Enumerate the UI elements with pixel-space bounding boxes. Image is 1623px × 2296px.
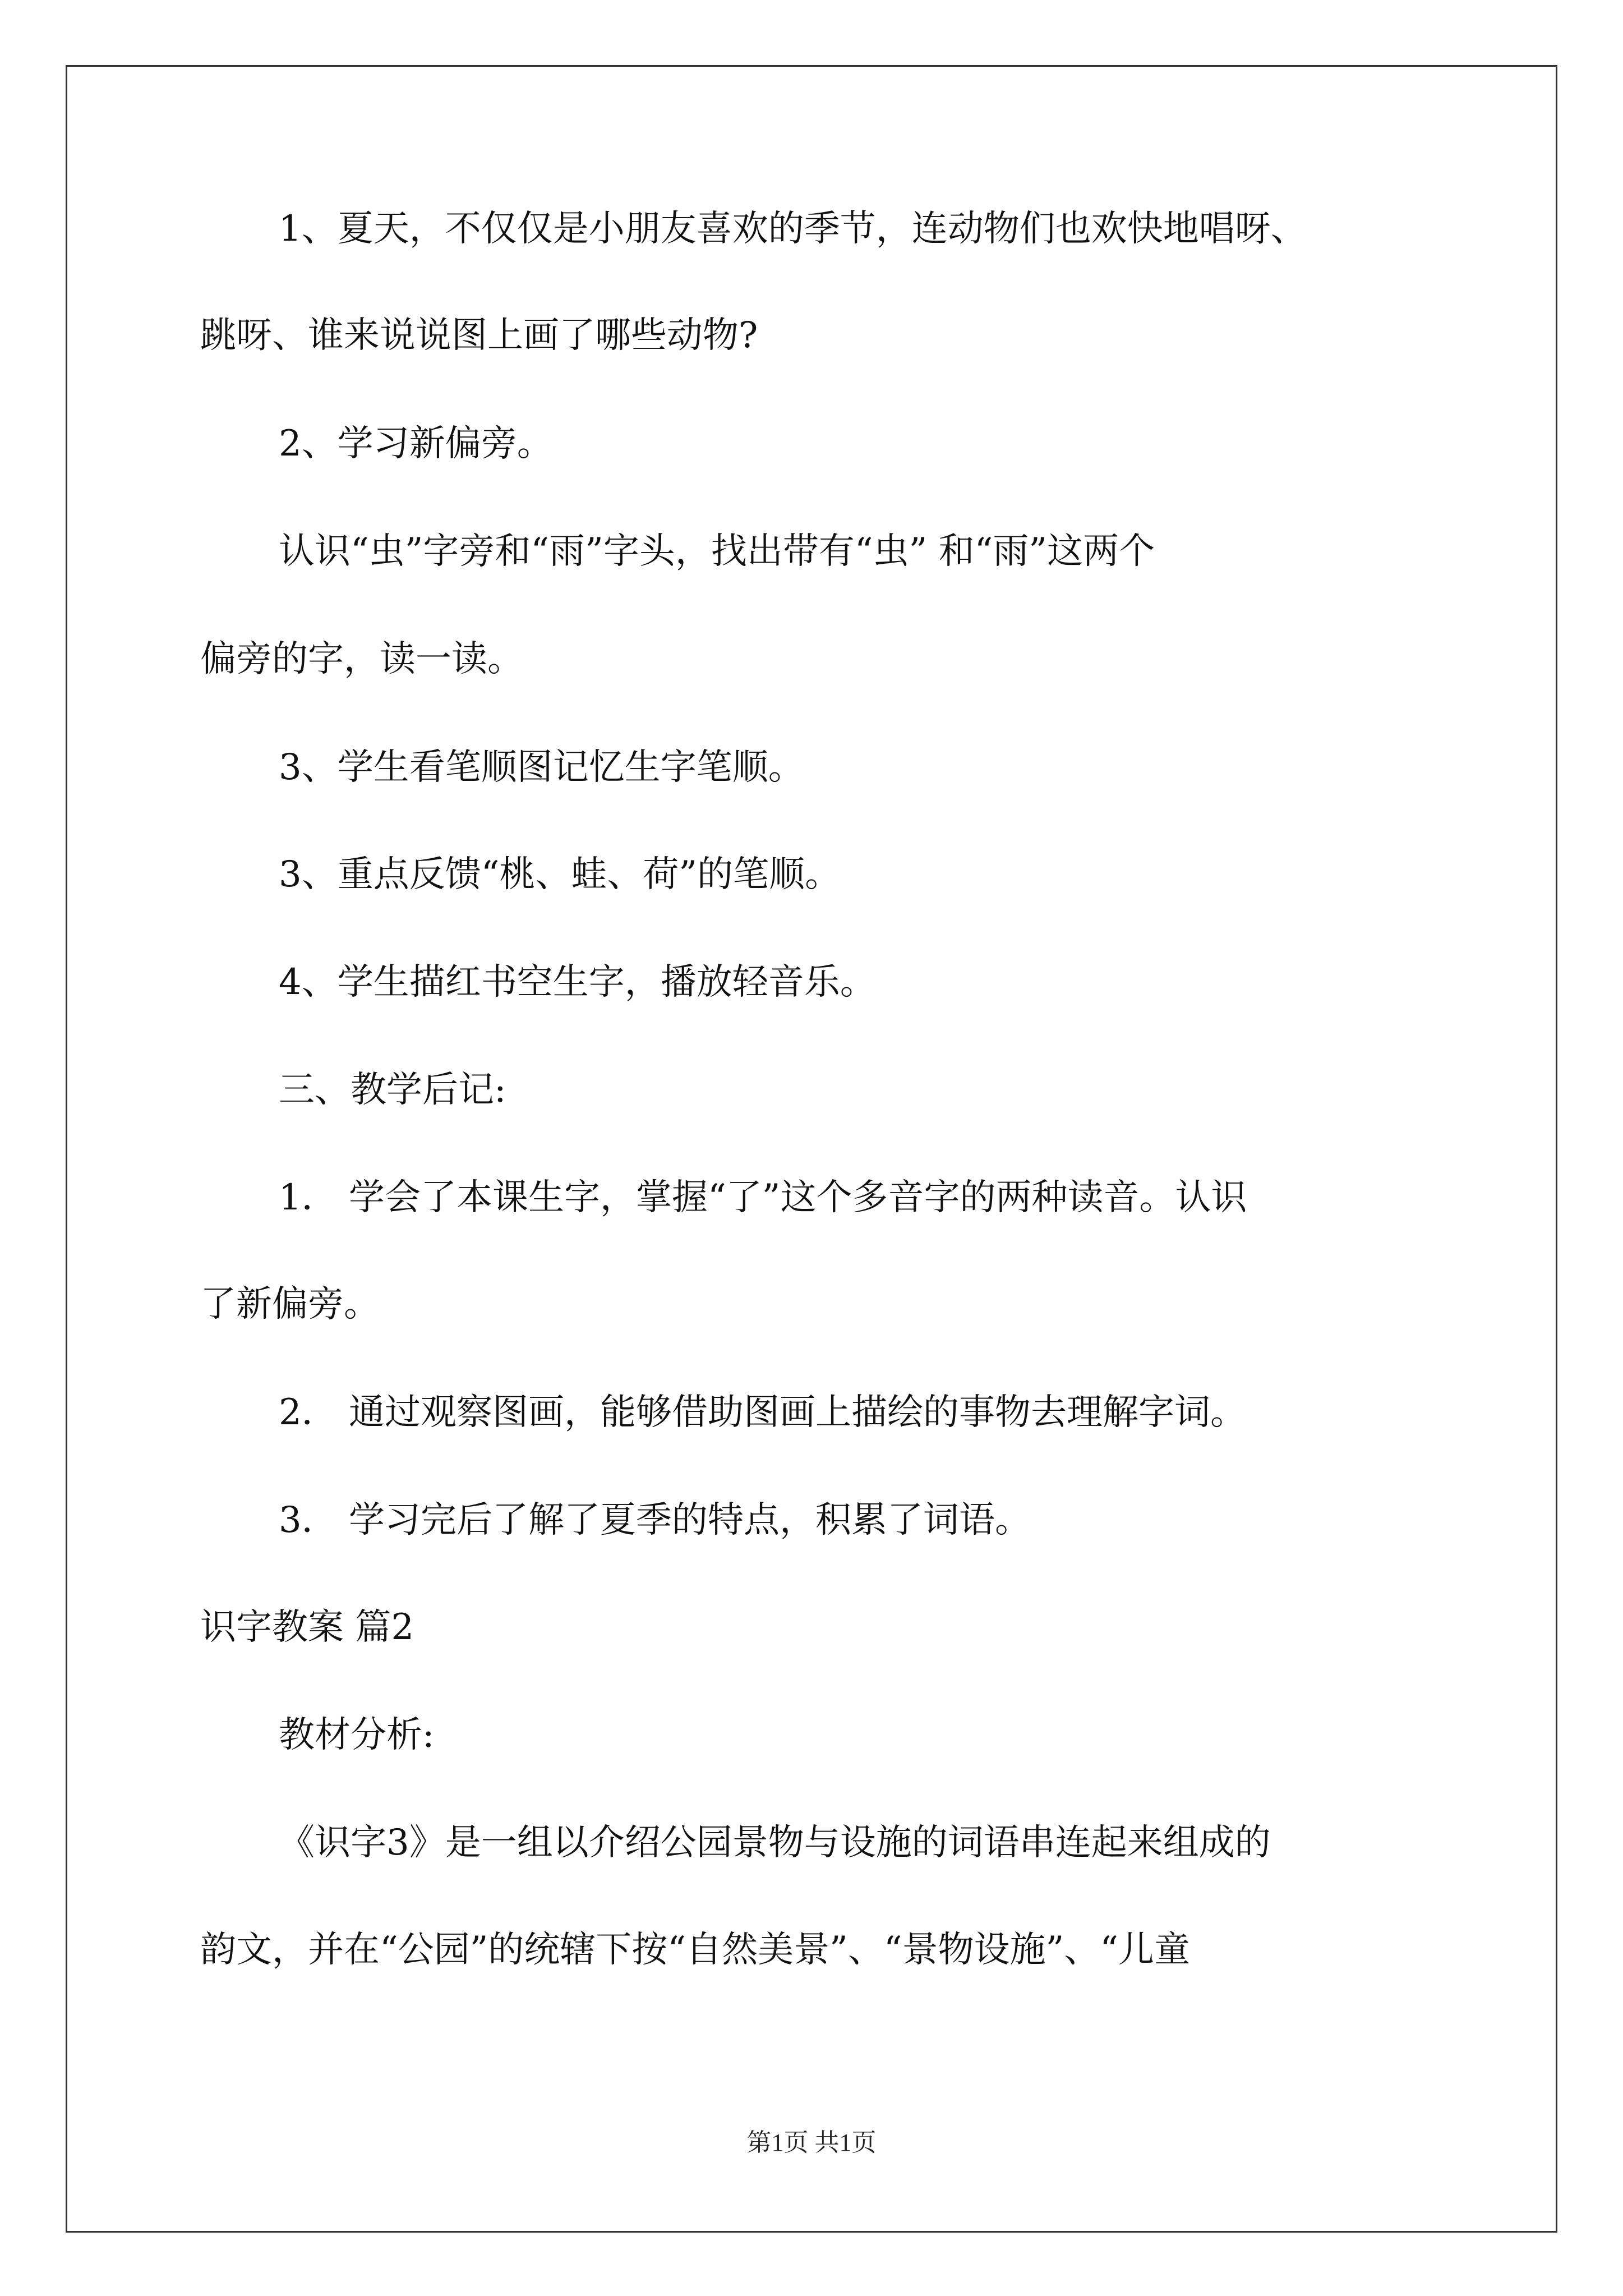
section-heading: 三、教学后记: xyxy=(279,1069,506,1111)
paragraph-line: 《识字3》是一组以介绍公园景物与设施的词语串连起来组成的 xyxy=(279,1822,1271,1864)
paragraph-line: 3、学生看笔顺图记忆生字笔顺。 xyxy=(279,747,804,788)
paragraph-line: 2、学习新偏旁。 xyxy=(279,423,553,464)
paragraph-line: 3． 学习完后了解了夏季的特点，积累了词语。 xyxy=(279,1499,1031,1541)
paragraph-line: 4、学生描红书空生字，播放轻音乐。 xyxy=(279,961,876,1003)
paragraph-line: 跳呀、谁来说说图上画了哪些动物? xyxy=(200,315,758,356)
paragraph-line: 认识“虫”字旁和“雨”字头，找出带有“虫” 和“雨”这两个 xyxy=(279,531,1155,572)
paragraph-line: 1． 学会了本课生字，掌握“了”这个多音字的两种读音。认识 xyxy=(279,1177,1247,1218)
section-heading: 教材分析: xyxy=(279,1714,435,1756)
page-footer: 第1页 共1页 xyxy=(746,2129,877,2156)
page-border xyxy=(66,65,1557,2233)
paragraph-line: 1、夏天，不仅仅是小朋友喜欢的季节，连动物们也欢快地唱呀、 xyxy=(279,208,1307,250)
paragraph-line: 了新偏旁。 xyxy=(200,1283,380,1325)
paragraph-line: 韵文，并在“公园”的统辖下按“自然美景”、“景物设施”、“儿童 xyxy=(200,1929,1191,1971)
paragraph-line: 2． 通过观察图画，能够借助图画上描绘的事物去理解字词。 xyxy=(279,1392,1247,1433)
article-title: 识字教案 篇2 xyxy=(200,1607,414,1648)
paragraph-line: 3、重点反馈“桃、蛙、荷”的笔顺。 xyxy=(279,854,841,895)
paragraph-line: 偏旁的字，读一读。 xyxy=(200,638,523,680)
